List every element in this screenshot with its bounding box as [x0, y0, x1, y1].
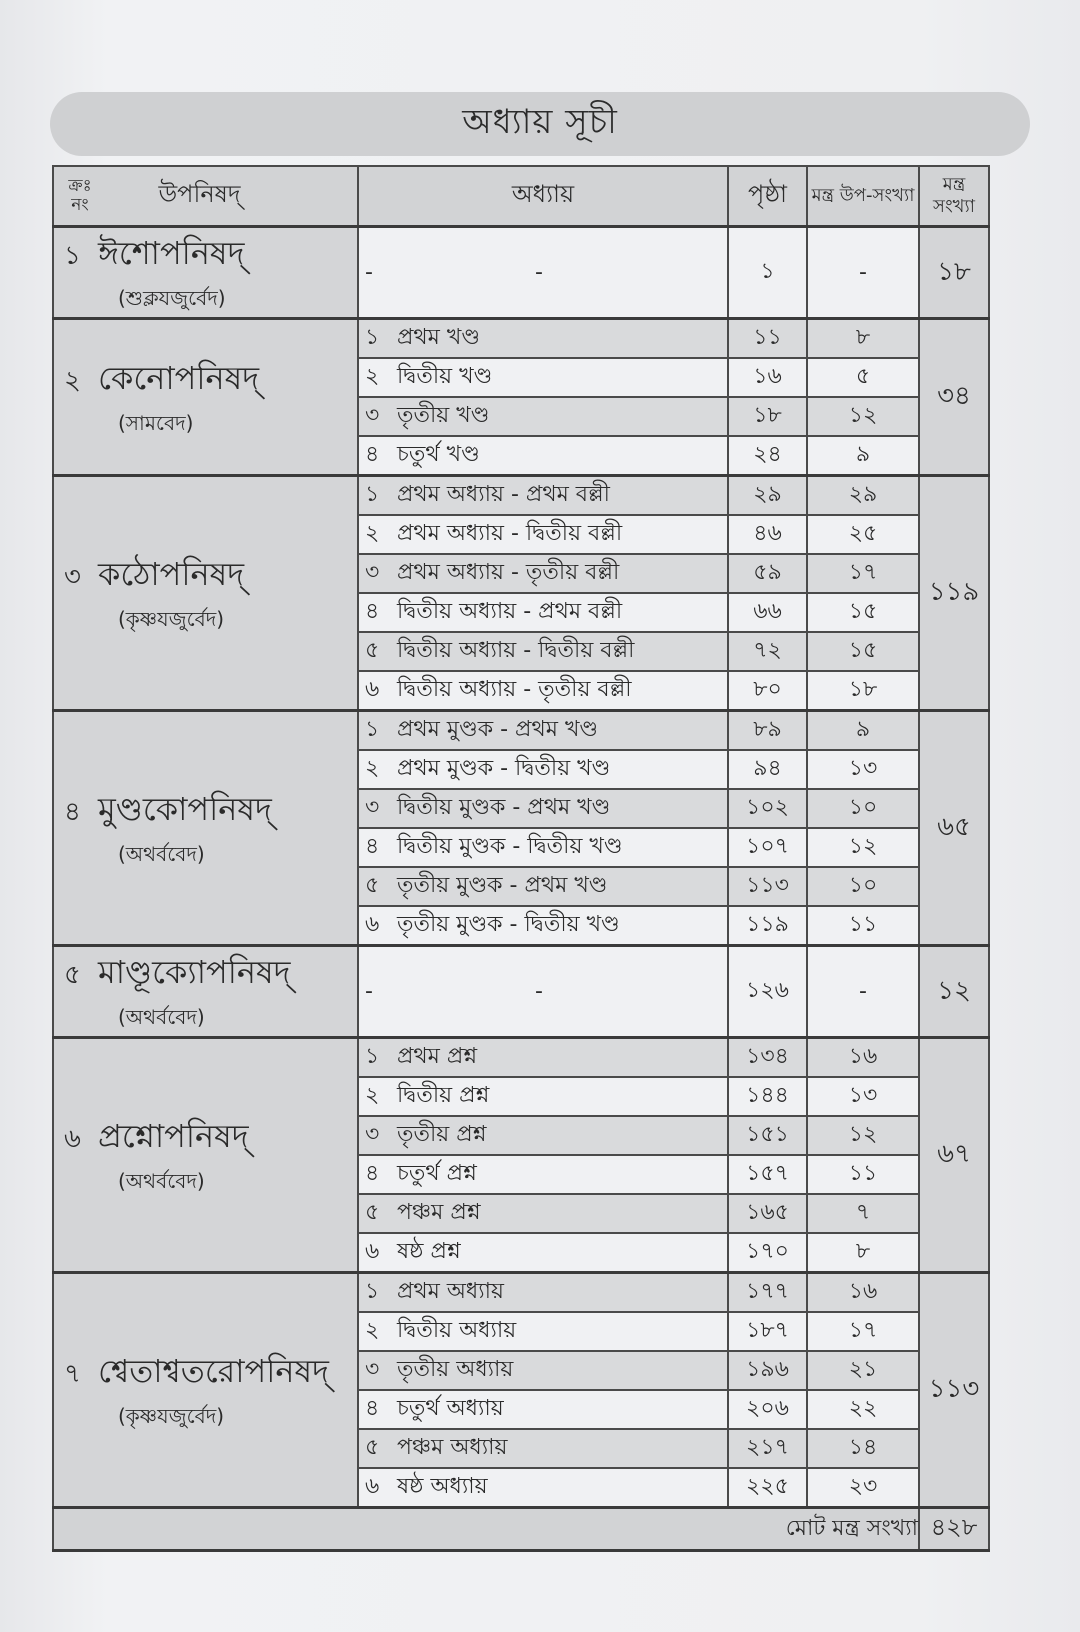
chapter-index: ৫ — [365, 1435, 380, 1460]
upanishad-cell — [53, 319, 358, 476]
total-label: মোট মন্ত্র সংখ্যা — [53, 1508, 919, 1551]
chapter-cell — [358, 436, 728, 476]
upanishad-index: ৭ — [64, 1358, 81, 1389]
page-number: ৮৯ — [728, 711, 807, 751]
veda-label: (কৃষ্ণযজুর্বেদ) — [118, 606, 225, 631]
mantra-sub-count: ১৩ — [807, 1077, 919, 1116]
chapter-title: চতুর্থ খণ্ড — [397, 442, 480, 467]
page-number: ৯৪ — [728, 750, 807, 789]
mantra-sub-count: ২৯ — [807, 476, 919, 516]
chapter-title: দ্বিতীয় অধ্যায় — [397, 1318, 517, 1343]
veda-label: (অথর্ববেদ) — [118, 1005, 205, 1029]
chapter-cell — [358, 1351, 728, 1390]
page-number: ১২৬ — [728, 946, 807, 1038]
header-chapter: অধ্যায় — [358, 166, 728, 227]
mantra-sub-count: ১২ — [807, 397, 919, 436]
chapter-index: ৪ — [365, 1161, 380, 1186]
mantra-sub-count: ১৫ — [807, 632, 919, 671]
chapter-index: ৬ — [365, 912, 380, 937]
page-number: ১০৭ — [728, 828, 807, 867]
upanishad-cell — [53, 711, 358, 946]
total-value: ৪২৮ — [919, 1508, 989, 1551]
mantra-total: ১৮ — [919, 227, 989, 319]
chapter-title: প্রথম খণ্ড — [397, 325, 480, 350]
total-row — [53, 1508, 989, 1551]
chapter-cell — [358, 867, 728, 906]
page-number: ১৯৬ — [728, 1351, 807, 1390]
page-number: ১৭৭ — [728, 1273, 807, 1313]
chapter-index: ৩ — [365, 560, 380, 585]
upanishad-cell — [53, 1038, 358, 1273]
mantra-sub-count: ৮ — [807, 1233, 919, 1273]
chapter-title: চতুর্থ অধ্যায় — [397, 1396, 504, 1421]
upanishad-index: ৬ — [64, 1123, 81, 1154]
chapter-cell — [358, 1233, 728, 1273]
chapter-title: তৃতীয় প্রশ্ন — [397, 1122, 487, 1147]
veda-label: (শুক্লযজুর্বেদ) — [118, 286, 226, 310]
mantra-sub-count: ২৫ — [807, 515, 919, 554]
page-number: ১৬ — [728, 358, 807, 397]
chapter-index: ৪ — [365, 1396, 380, 1421]
chapter-title: প্রথম অধ্যায় - দ্বিতীয় বল্লী — [397, 521, 623, 546]
page-number: ৬৬ — [728, 593, 807, 632]
chapter-index: ১ — [365, 482, 380, 507]
mantra-sub-count: ১২ — [807, 828, 919, 867]
chapter-cell — [358, 1468, 728, 1508]
chapter-title: দ্বিতীয় মুণ্ডক - দ্বিতীয় খণ্ড — [397, 834, 623, 859]
page-number: ১৫১ — [728, 1116, 807, 1155]
chapter-cell — [358, 1194, 728, 1233]
chapter-index: ৪ — [365, 599, 380, 624]
chapter-title: পঞ্চম প্রশ্ন — [397, 1200, 481, 1225]
mantra-total: ১১৯ — [919, 476, 989, 711]
mantra-sub-count: - — [807, 946, 919, 1038]
chapter-index: ৬ — [365, 1474, 380, 1499]
upanishad-name: প্রশ্নোপনিষদ্ — [98, 1116, 249, 1155]
page-number: ১৩৪ — [728, 1038, 807, 1078]
page-number: ৫৯ — [728, 554, 807, 593]
mantra-sub-count: ১৩ — [807, 750, 919, 789]
mantra-total: ১১৩ — [919, 1273, 989, 1508]
chapter-index: ২ — [365, 364, 380, 389]
mantra-sub-count: ১৭ — [807, 1312, 919, 1351]
header-serial: ক্রঃ নং — [68, 176, 92, 215]
chapter-cell — [358, 1038, 728, 1078]
chapter-index: ৫ — [365, 638, 380, 663]
mantra-sub-count: ৯ — [807, 436, 919, 476]
veda-label: (কৃষ্ণযজুর্বেদ) — [118, 1403, 225, 1428]
mantra-sub-count: ১০ — [807, 867, 919, 906]
chapter-cell — [358, 671, 728, 711]
mantra-sub-count: ১৪ — [807, 1429, 919, 1468]
chapter-index: ৩ — [365, 795, 380, 820]
page-number: ১১৯ — [728, 906, 807, 946]
chapter-cell — [358, 906, 728, 946]
mantra-sub-count: ১৭ — [807, 554, 919, 593]
upanishad-cell — [53, 946, 358, 1038]
chapter-index: ৬ — [365, 677, 380, 702]
mantra-sub-count: ২১ — [807, 1351, 919, 1390]
mantra-sub-count: ১১ — [807, 906, 919, 946]
chapter-cell — [358, 1390, 728, 1429]
upanishad-index: ৪ — [64, 796, 81, 827]
mantra-sub-count: ১৫ — [807, 593, 919, 632]
chapter-cell — [358, 1312, 728, 1351]
mantra-sub-count: ১০ — [807, 789, 919, 828]
chapter-index: ৩ — [365, 403, 380, 428]
chapter-cell — [358, 1429, 728, 1468]
table-row — [53, 227, 989, 319]
chapter-title: তৃতীয় খণ্ড — [397, 403, 490, 428]
mantra-sub-count: ১৮ — [807, 671, 919, 711]
chapter-index: ২ — [365, 756, 380, 781]
table-body — [53, 227, 989, 1508]
chapter-cell — [358, 319, 728, 359]
table-row — [53, 946, 989, 1038]
page-number: ২১৭ — [728, 1429, 807, 1468]
table-row — [53, 319, 989, 359]
table-row — [53, 1038, 989, 1078]
upanishad-cell — [53, 476, 358, 711]
table-row — [53, 711, 989, 751]
header-mantra-sub: মন্ত্র উপ-সংখ্যা — [807, 166, 919, 227]
page-number: ১১৩ — [728, 867, 807, 906]
mantra-sub-count: ১১ — [807, 1155, 919, 1194]
chapter-title: প্রথম অধ্যায় - প্রথম বল্লী — [397, 482, 610, 507]
chapter-title: দ্বিতীয় প্রশ্ন — [397, 1083, 490, 1108]
header-upanishad-label: উপনিষদ্ — [158, 180, 241, 208]
chapter-index: ৩ — [365, 1357, 380, 1382]
table-header-row — [53, 166, 989, 227]
chapter-cell — [358, 1155, 728, 1194]
page-number: ৪৬ — [728, 515, 807, 554]
page-number: ১ — [728, 227, 807, 319]
chapter-cell — [358, 789, 728, 828]
header-page: পৃষ্ঠা — [728, 166, 807, 227]
chapter-title: প্রথম অধ্যায় — [397, 1279, 504, 1304]
chapter-title: প্রথম অধ্যায় - তৃতীয় বল্লী — [397, 560, 620, 585]
chapter-index: ২ — [365, 521, 380, 546]
page-number: ১০২ — [728, 789, 807, 828]
mantra-total: ১২ — [919, 946, 989, 1038]
mantra-sub-count: ২৩ — [807, 1468, 919, 1508]
chapter-title: দ্বিতীয় অধ্যায় - তৃতীয় বল্লী — [397, 677, 632, 702]
veda-label: (সামবেদ) — [118, 410, 194, 435]
mantra-sub-count: - — [807, 227, 919, 319]
chapter-cell — [358, 476, 728, 516]
chapter-title: দ্বিতীয় মুণ্ডক - প্রথম খণ্ড — [397, 795, 611, 820]
upanishad-index: ১ — [64, 241, 81, 271]
chapter-title: পঞ্চম অধ্যায় — [397, 1435, 508, 1460]
title-banner — [50, 92, 1030, 156]
chapter-cell — [358, 828, 728, 867]
chapter-title: প্রথম প্রশ্ন — [397, 1044, 478, 1069]
chapter-title: চতুর্থ প্রশ্ন — [397, 1161, 477, 1186]
upanishad-cell — [53, 227, 358, 319]
chapter-title: দ্বিতীয় অধ্যায় - প্রথম বল্লী — [397, 599, 623, 624]
mantra-sub-count: ১৬ — [807, 1273, 919, 1313]
chapter-cell — [358, 632, 728, 671]
chapter-cell — [358, 1273, 728, 1313]
mantra-total: ৩৪ — [919, 319, 989, 476]
mantra-sub-count: ৭ — [807, 1194, 919, 1233]
header-mantra-total: মন্ত্র সংখ্যা — [919, 166, 989, 227]
veda-label: (অথর্ববেদ) — [118, 1168, 205, 1193]
mantra-sub-count: ১২ — [807, 1116, 919, 1155]
chapter-title: দ্বিতীয় অধ্যায় - দ্বিতীয় বল্লী — [397, 638, 635, 663]
chapter-cell — [358, 711, 728, 751]
upanishad-index: ২ — [64, 365, 81, 396]
chapter-title: তৃতীয় অধ্যায় — [397, 1357, 514, 1382]
page-number: ১১ — [728, 319, 807, 359]
chapter-index: ১ — [365, 1279, 380, 1304]
chapter-title: তৃতীয় মুণ্ডক - প্রথম খণ্ড — [397, 873, 608, 898]
page-number: ২০৬ — [728, 1390, 807, 1429]
chapter-title: ষষ্ঠ প্রশ্ন — [397, 1239, 461, 1264]
table-row — [53, 1273, 989, 1313]
mantra-sub-count: ২২ — [807, 1390, 919, 1429]
upanishad-name: মাণ্ডূক্যোপনিষদ্ — [98, 953, 291, 991]
page-number: ১৮৭ — [728, 1312, 807, 1351]
header-upanishad — [53, 166, 358, 227]
upanishad-index: ৩ — [64, 561, 81, 592]
page-number: ১৮ — [728, 397, 807, 436]
chapter-index: ৪ — [365, 834, 380, 859]
page-number: ১৫৭ — [728, 1155, 807, 1194]
chapter-index: ৪ — [365, 442, 380, 467]
table-row — [53, 476, 989, 516]
upanishad-name: কঠোপনিষদ্ — [98, 554, 245, 593]
mantra-sub-count: ৮ — [807, 319, 919, 359]
chapter-title: প্রথম মুণ্ডক - দ্বিতীয় খণ্ড — [397, 756, 611, 781]
chapter-cell: - - — [358, 946, 728, 1038]
page-title: অধ্যায় সূচী — [462, 101, 618, 142]
chapter-cell — [358, 515, 728, 554]
chapter-index: ২ — [365, 1318, 380, 1343]
chapter-cell — [358, 397, 728, 436]
upanishad-name: ঈশোপনিষদ্ — [98, 234, 245, 272]
chapter-cell — [358, 554, 728, 593]
chapter-cell — [358, 1116, 728, 1155]
page-number: ২২৫ — [728, 1468, 807, 1508]
chapter-index: ১ — [365, 717, 380, 742]
page-number: ১৪৪ — [728, 1077, 807, 1116]
chapter-index: ৫ — [365, 1200, 380, 1225]
mantra-sub-count: ১৬ — [807, 1038, 919, 1078]
upanishad-name: শ্বেতাশ্বতরোপনিষদ্ — [98, 1351, 329, 1390]
mantra-sub-count: ৯ — [807, 711, 919, 751]
upanishad-name: কেনোপনিষদ্ — [98, 358, 260, 397]
veda-label: (অথর্ববেদ) — [118, 841, 205, 866]
chapter-cell — [358, 358, 728, 397]
chapter-title: দ্বিতীয় খণ্ড — [397, 364, 493, 389]
upanishad-name: মুণ্ডকোপনিষদ্ — [98, 789, 272, 828]
page-number: ১৬৫ — [728, 1194, 807, 1233]
mantra-total: ৬৫ — [919, 711, 989, 946]
page-number: ১৭০ — [728, 1233, 807, 1273]
chapter-index: ৫ — [365, 873, 380, 898]
chapter-index: ১ — [365, 1044, 380, 1069]
chapter-title: ষষ্ঠ অধ্যায় — [397, 1474, 488, 1499]
chapter-index: ১ — [365, 325, 380, 350]
contents-table — [52, 165, 990, 1552]
chapter-cell: - - — [358, 227, 728, 319]
chapter-cell — [358, 1077, 728, 1116]
chapter-index: ২ — [365, 1083, 380, 1108]
page-number: ২৯ — [728, 476, 807, 516]
mantra-sub-count: ৫ — [807, 358, 919, 397]
chapter-index: ৩ — [365, 1122, 380, 1147]
chapter-cell — [358, 750, 728, 789]
chapter-title: প্রথম মুণ্ডক - প্রথম খণ্ড — [397, 717, 599, 742]
upanishad-index: ৫ — [64, 960, 81, 990]
chapter-cell — [358, 593, 728, 632]
upanishad-cell — [53, 1273, 358, 1508]
page-number: ২৪ — [728, 436, 807, 476]
page-number: ৮০ — [728, 671, 807, 711]
page-number: ৭২ — [728, 632, 807, 671]
chapter-title: তৃতীয় মুণ্ডক - দ্বিতীয় খণ্ড — [397, 912, 620, 937]
chapter-index: ৬ — [365, 1239, 380, 1264]
mantra-total: ৬৭ — [919, 1038, 989, 1273]
